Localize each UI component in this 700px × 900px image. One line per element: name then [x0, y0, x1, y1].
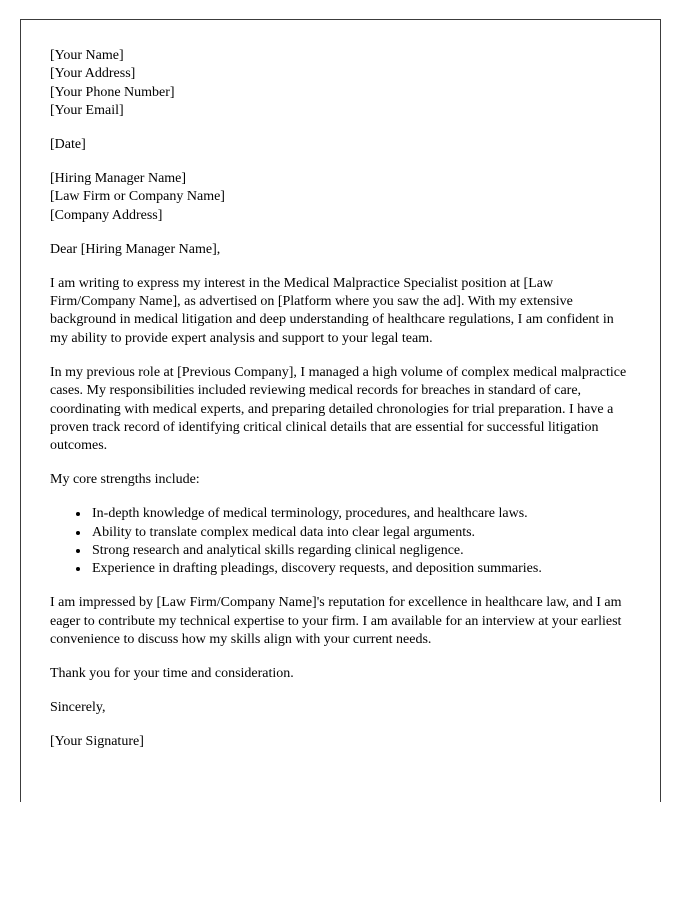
letter-page: [20, 19, 661, 802]
closing-paragraph: I am impressed by [Law Firm/Company Name]'s reputation for excellence in healthcare law, and I am eager to contribute my technical expertise to your firm. I am available for an interview at your earliest convenience to discuss how my skills align with your current needs.: [50, 595, 622, 648]
sender-email-placeholder: [Your Email]: [50, 103, 124, 119]
recipient-block: [50, 170, 630, 225]
recipient-name-placeholder: [Hiring Manager Name]: [50, 171, 187, 187]
signature-placeholder: [Your Signature]: [50, 733, 144, 749]
strength-item-research: • Strong research and analytical skills regarding clinical negligence.: [90, 542, 630, 560]
recipient-address-placeholder: [Company Address]: [50, 207, 163, 223]
sender-address-placeholder: [Your Address]: [50, 66, 136, 82]
experience-paragraph: In my previous role at [Previous Company], I managed a high volume of complex medical malpractice cases. My responsibilities included reviewing medical records for breaches in standard of care, coordinating with medical experts, and preparing detailed chronologies for trial preparation. I have a proven track record of identifying critical clinical details that are essential for successful litigation outcomes.: [50, 364, 627, 454]
salutation: Dear [Hiring Manager Name],: [50, 241, 221, 257]
intro-paragraph: I am writing to express my interest in the Medical Malpractice Specialist position at [Law Firm/Company Name], as advertised on [Platform where you saw the ad]. With my extensive background in medical litigation and deep understanding of healthcare regulations, I am confident in my ability to provide expert analysis and support to your legal team.: [50, 275, 614, 346]
recipient-company-placeholder: [Law Firm or Company Name]: [50, 189, 225, 205]
strength-item-translation: • Ability to translate complex medical data into clear legal arguments.: [90, 524, 630, 542]
strengths-list: [50, 505, 630, 579]
strengths-intro: My core strengths include:: [50, 472, 200, 488]
strength-item-knowledge: • In-depth knowledge of medical terminology, procedures, and healthcare laws.: [90, 505, 630, 523]
strength-item-drafting: • Experience in drafting pleadings, discovery requests, and deposition summaries.: [90, 560, 630, 578]
date-placeholder: [Date]: [50, 137, 86, 153]
thanks-line: Thank you for your time and consideration.: [50, 666, 294, 682]
sender-phone-placeholder: [Your Phone Number]: [50, 84, 175, 100]
sender-name-placeholder: [Your Name]: [50, 48, 124, 63]
signoff-line: Sincerely,: [50, 699, 106, 715]
sender-block: [50, 47, 630, 121]
date-block: [50, 136, 630, 154]
